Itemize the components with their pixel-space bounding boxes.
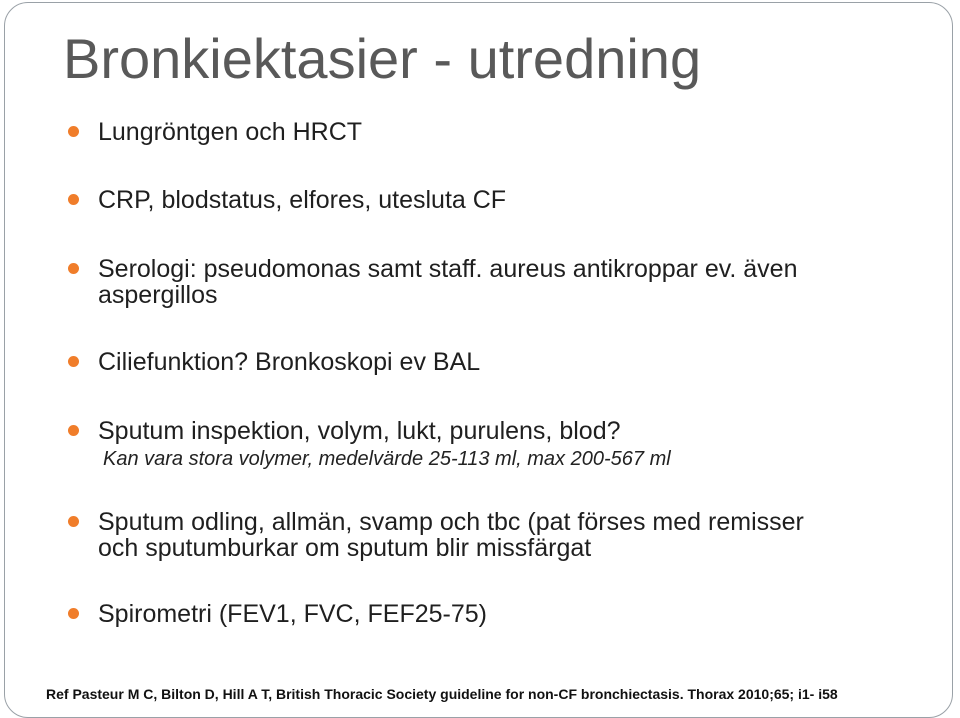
reference-footnote: Ref Pasteur M C, Bilton D, Hill A T, British Thoracic Society guideline for non-CF bronchiectasis. Thorax 2010;65; i1- i58: [46, 686, 838, 702]
bullet-text: Ciliefunktion? Bronkoskopi ev BAL: [98, 348, 481, 376]
bullet-dot-icon: [68, 425, 79, 436]
bullet-dot-icon: [68, 263, 79, 274]
slide-title: Bronkiektasier - utredning: [63, 27, 702, 90]
sub-note: Kan vara stora volymer, medelvärde 25-113 ml, max 200-567 ml: [103, 448, 671, 470]
bullet-dot-icon: [68, 194, 79, 205]
bullet-text: Spirometri (FEV1, FVC, FEF25-75): [98, 600, 487, 628]
bullet-text: CRP, blodstatus, elfores, utesluta CF: [98, 186, 507, 214]
bullet-text: Lungröntgen och HRCT: [98, 118, 363, 146]
bullet-text: Sputum odling, allmän, svamp och tbc (pat förses med remisser och sputumburkar om sputum blir missfärgat: [98, 508, 804, 562]
bullet-dot-icon: [68, 608, 79, 619]
bullet-dot-icon: [68, 126, 79, 137]
bullet-text: Sputum inspektion, volym, lukt, purulens, blod?: [98, 417, 621, 445]
bullet-dot-icon: [68, 356, 79, 367]
bullet-text: Serologi: pseudomonas samt staff. aureus antikroppar ev. även aspergillos: [98, 255, 798, 309]
bullet-dot-icon: [68, 516, 79, 527]
